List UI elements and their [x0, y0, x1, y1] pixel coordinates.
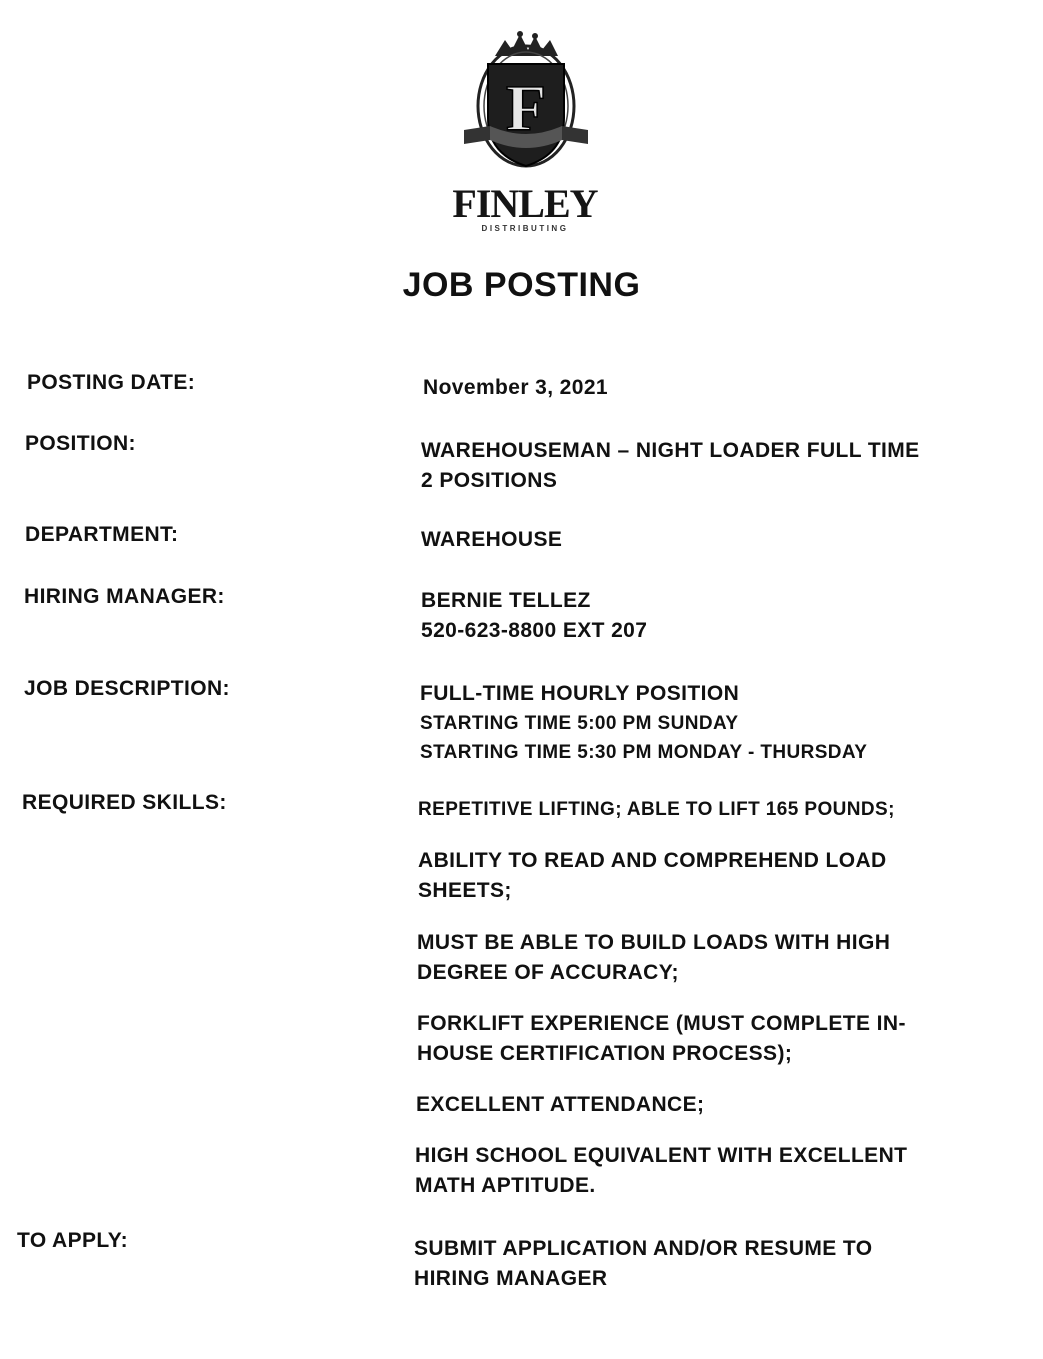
skill-line: MUST BE ABLE TO BUILD LOADS WITH HIGH: [417, 931, 891, 954]
skill-item: [417, 928, 890, 988]
to-apply-value: [414, 1234, 873, 1294]
skill-line: FORKLIFT EXPERIENCE (MUST COMPLETE IN-: [417, 1012, 906, 1035]
job-description-value: [420, 679, 867, 767]
department-value: WAREHOUSE: [421, 528, 563, 551]
to-apply-line: HIRING MANAGER: [414, 1267, 608, 1290]
skill-line: ABILITY TO READ AND COMPREHEND LOAD: [418, 849, 887, 872]
logo-tagline: DISTRIBUTING: [481, 224, 569, 233]
skill-line: REPETITIVE LIFTING; ABLE TO LIFT 165 POUNDS;: [418, 799, 895, 820]
crest-icon: [450, 26, 600, 186]
job-description-line: STARTING TIME 5:30 PM MONDAY - THURSDAY: [420, 742, 868, 763]
position-label: POSITION:: [25, 432, 136, 455]
hiring-manager-name: BERNIE TELLEZ: [421, 589, 591, 612]
job-description-line: FULL-TIME HOURLY POSITION: [420, 682, 740, 705]
skill-line: EXCELLENT ATTENDANCE;: [416, 1093, 705, 1116]
skill-item: [418, 795, 895, 824]
to-apply-line: SUBMIT APPLICATION AND/OR RESUME TO: [414, 1237, 873, 1260]
skill-line: SHEETS;: [418, 879, 512, 902]
skill-line: MATH APTITUDE.: [415, 1174, 596, 1197]
required-skills-label: REQUIRED SKILLS:: [22, 791, 227, 814]
to-apply-label: TO APPLY:: [17, 1229, 128, 1252]
position-line: 2 POSITIONS: [421, 469, 558, 492]
skill-item: [416, 1090, 704, 1120]
department-label: DEPARTMENT:: [25, 523, 179, 546]
job-description-label: JOB DESCRIPTION:: [24, 677, 230, 700]
svg-text:F: F: [505, 72, 547, 145]
skill-line: HIGH SCHOOL EQUIVALENT WITH EXCELLENT: [415, 1144, 908, 1167]
company-logo: [450, 26, 600, 233]
position-value: [421, 436, 920, 496]
skill-item: [415, 1141, 907, 1201]
skill-item: [417, 1009, 906, 1069]
job-description-line: STARTING TIME 5:00 PM SUNDAY: [420, 713, 739, 734]
skill-line: HOUSE CERTIFICATION PROCESS);: [417, 1042, 793, 1065]
hiring-manager-value: [421, 586, 647, 646]
logo-wordmark: FINLEY: [452, 181, 598, 226]
position-line: WAREHOUSEMAN – NIGHT LOADER FULL TIME: [421, 439, 920, 462]
hiring-manager-phone: 520-623-8800 EXT 207: [421, 619, 648, 642]
posting-date-label: POSTING DATE:: [27, 371, 196, 394]
posting-date-value: November 3, 2021: [423, 376, 609, 399]
skill-item: [418, 846, 887, 906]
skill-line: DEGREE OF ACCURACY;: [417, 961, 679, 984]
hiring-manager-label: HIRING MANAGER:: [24, 585, 225, 608]
page-title: JOB POSTING: [402, 266, 641, 304]
